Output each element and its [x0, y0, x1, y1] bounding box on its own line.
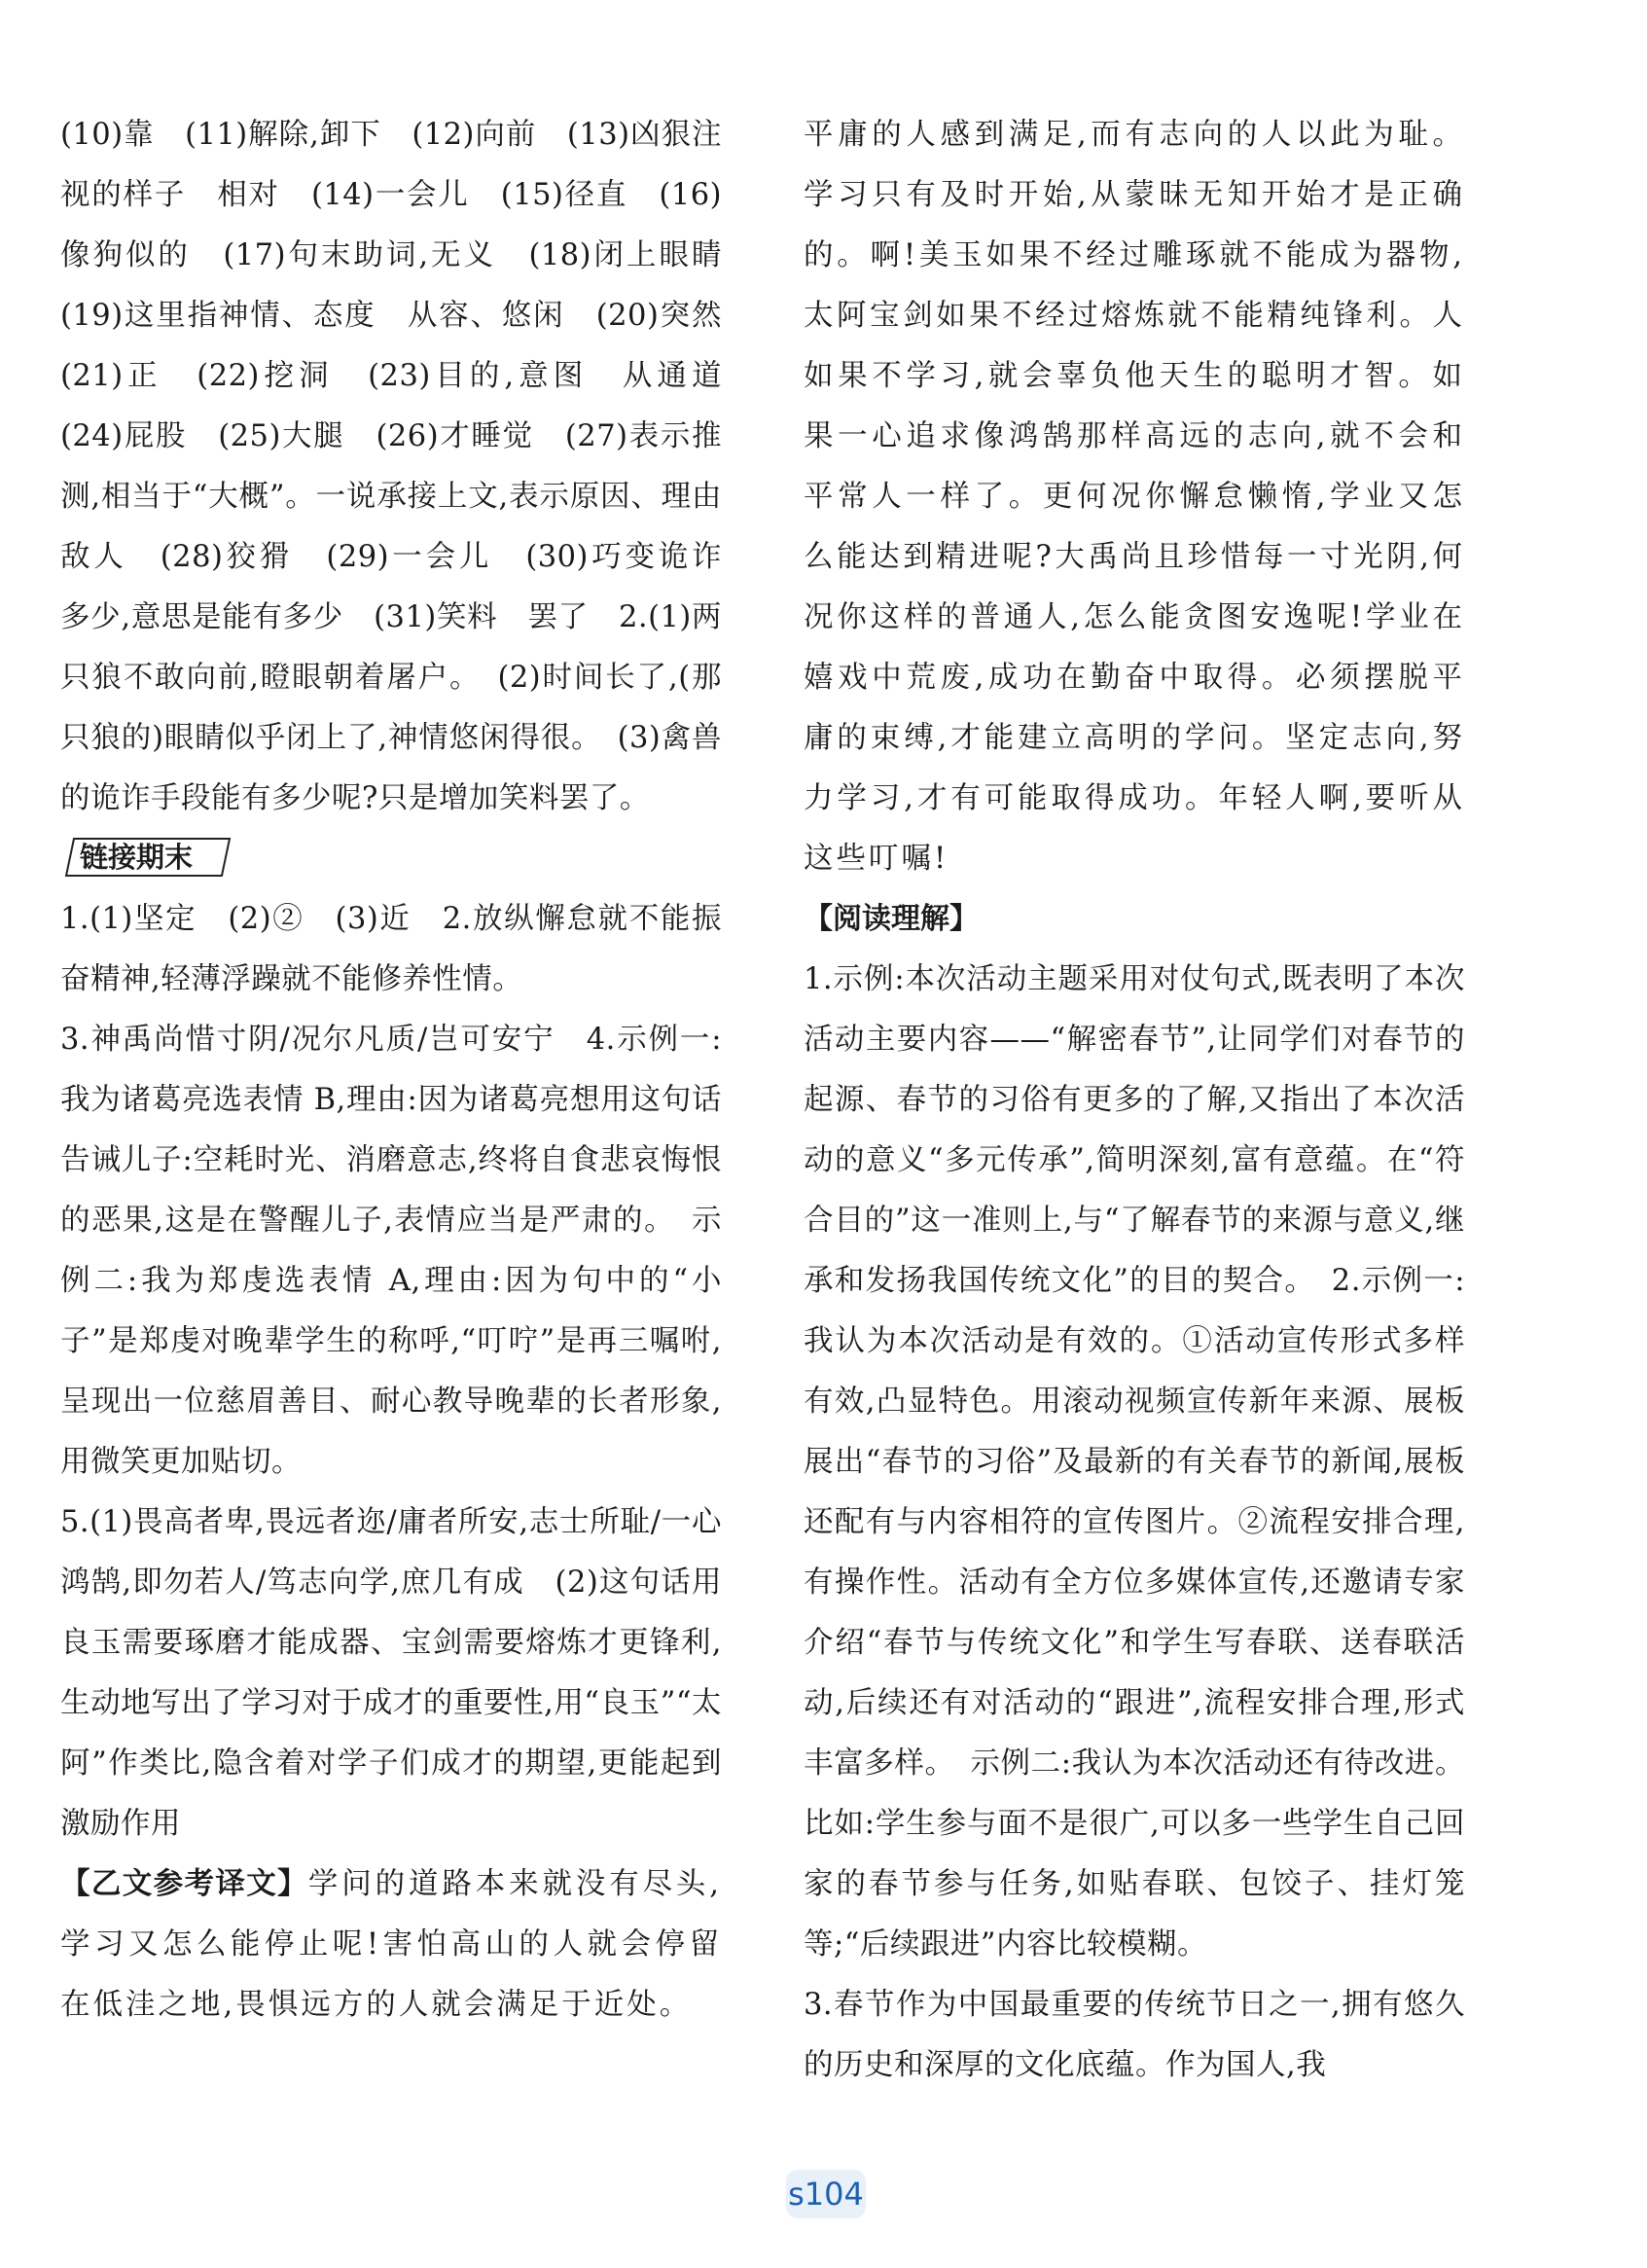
link-final-label: 链接期末 — [80, 841, 194, 874]
page-number: s104 — [786, 2170, 866, 2218]
answer-paragraph-4: 5.(1)畏高者卑,畏远者迩/庸者所安,志士所耻/一心鸿鹄,即勿若人/笃志向学,庶几有成 (2)这句话用良玉需要琢磨才能成器、宝剑需要熔炼才更锋利,生动地写出了学习对于成才的重要性,用“良玉”“太阿”作类比,隐含着对学子们成才的期望,更能起到激励作用 — [60, 1505, 722, 1841]
yiwen-paragraph — [60, 1854, 722, 2035]
yiwen-continuation: 平庸的人感到满足,而有志向的人以此为耻。学习只有及时开始,从蒙昧无知开始才是正确的。啊!美玉如果不经过雕琢就不能成为器物,太阿宝剑如果不经过熔炼就不能精纯锋利。人如果不学习,就会辜负他天生的聪明才智。如果一心追求像鸿鹄那样高远的志向,就不会和平常人一样了。更何况你懈怠懒惰,学业又怎么能达到精进呢?大禹尚且珍惜每一寸光阴,何况你这样的普通人,怎么能贪图安逸呢!学业在嬉戏中荒废,成功在勤奋中取得。必须摆脱平庸的束缚,才能建立高明的学问。坚定志向,努力学习,才有可能取得成功。年轻人啊,要听从这些叮嘱! — [804, 118, 1465, 876]
reading-heading: 【阅读理解】 — [804, 902, 979, 936]
reading-paragraph-1: 1.示例:本次活动主题采用对仗句式,既表明了本次活动主要内容——“解密春节”,让同学们对春节的起源、春节的习俗有更多的了解,又指出了本次活动的意义“多元传承”,简明深刻,富有意蕴。在“符合目的”这一准则上,与“了解春节的来源与意义,继承和发扬我国传统文化”的目的契合。 2.示例一:我认为本次活动是有效的。①活动宣传形式多样有效,凸显特色。用滚动视频宣传新年来源、展板展出“春节的习俗”及最新的有关春节的新闻,展板还配有与内容相符的宣传图片。②流程安排合理,有操作性。活动有全方位多媒体宣传,还邀请专家介绍“春节与传统文化”和学生写春联、送春联活动,后续还有对活动的“跟进”,流程安排合理,形式丰富多样。 示例二:我认为本次活动还有待改进。比如:学生参与面不是很广,可以多一些学生自己回家的春节参与任务,如贴春联、包饺子、挂灯笼等;“后续跟进”内容比较模糊。 — [804, 962, 1465, 1962]
link-final-heading — [64, 837, 210, 878]
answer-paragraph-3: 3.神禹尚惜寸阴/况尔凡质/岂可安宁 4.示例一:我为诸葛亮选表情 B,理由:因为诸葛亮想用这句话告诫儿子:空耗时光、消磨意志,终将自食悲哀悔恨的恶果,这是在警醒儿子,表情应当是严肃的。 示例二:我为郑虔选表情 A,理由:因为句中的“小子”是郑虔对晚辈学生的称呼,“叮咛”是再三嘱咐,呈现出一位慈眉善目、耐心教导晚辈的长者形象,用微笑更加贴切。 — [60, 1023, 722, 1479]
answer-paragraph-1: (10)靠 (11)解除,卸下 (12)向前 (13)凶狠注视的样子 相对 (14)一会儿 (15)径直 (16)像狗似的 (17)句末助词,无义 (18)闭上眼睛 (19)这里指神情、态度 从容、悠闲 (20)突然 (21)正 (22)挖洞 (23)目的,意图 从通道 (24)屁股 (25)大腿 (26)才睡觉 (27)表示推测,相当于“大概”。一说承接上文,表示原因、理由 敌人 (28)狡猾 (29)一会儿 (30)巧变诡诈 多少,意思是能有多少 (31)笑料 罢了 2.(1)两只狼不敢向前,瞪眼朝着屠户。 (2)时间长了,(那只狼的)眼睛似乎闭上了,神情悠闲得很。 (3)禽兽的诡诈手段能有多少呢?只是增加笑料罢了。 — [60, 118, 752, 815]
yiwen-text: 学问的道路本来就没有尽头,学习又怎么能停止呢!害怕高山的人就会停留在低洼之地,畏惧远方的人就会满足于近处。 — [60, 1867, 722, 2022]
answer-paragraph-2: 1.(1)坚定 (2)② (3)近 2.放纵懈怠就不能振奋精神,轻薄浮躁就不能修养性情。 — [60, 902, 722, 996]
yiwen-label: 【乙文参考译文】 — [60, 1867, 308, 1901]
right-column — [804, 105, 1465, 2096]
left-column — [60, 105, 752, 2035]
reading-paragraph-2: 3.春节作为中国最重要的传统节日之一,拥有悠久的历史和深厚的文化底蕴。作为国人,我 — [804, 1988, 1465, 2082]
